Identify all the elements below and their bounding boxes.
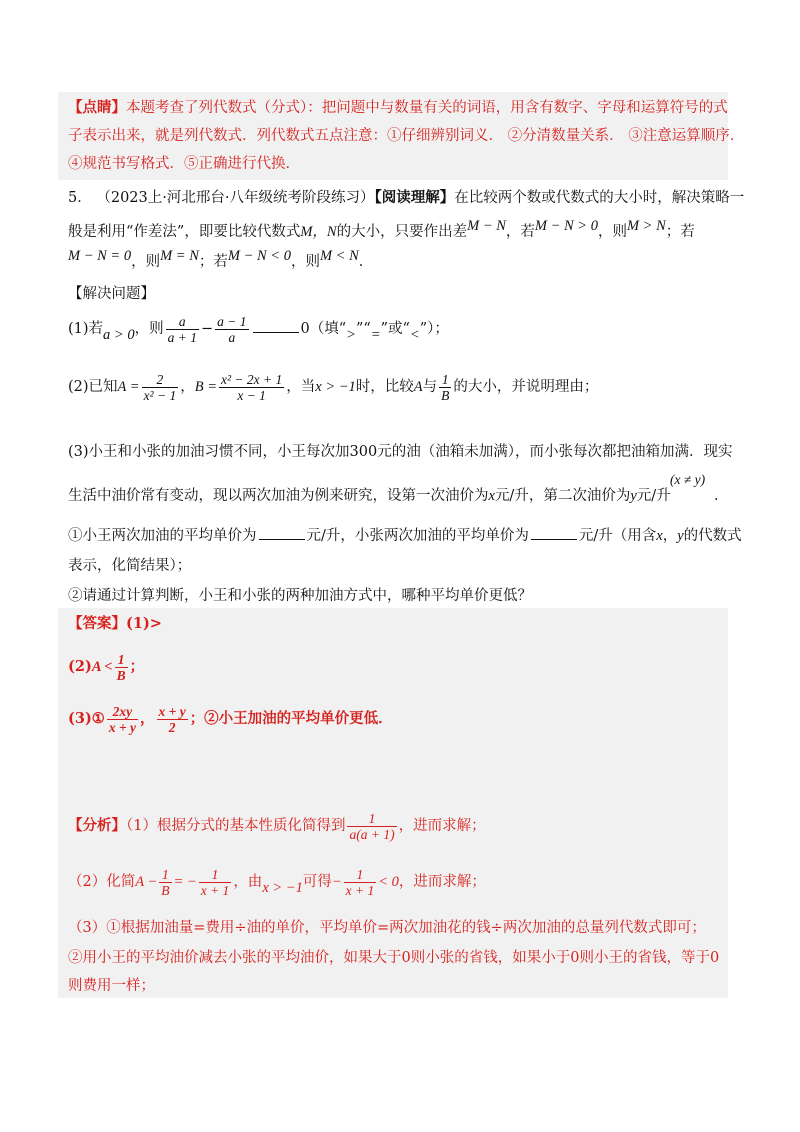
part-3-line-2: 生活中油价常有变动，现以两次加油为例来研究，设第一次油价为x元/升，第二次油价为y元/升: [68, 488, 671, 504]
analysis-line-4: ②用小王的平均油价减去小张的平均油价，如果大于0则小张的省钱，如果小于0则小王的省钱，等于0: [68, 950, 720, 966]
fraction: $\frac{2}{\text{x² − 1}}$: [143, 371, 177, 403]
note-tag: 【点睛】: [68, 99, 126, 116]
part-2: (2)已知A = $\frac{2}{\text{x² − 1}}$ ，B = $\frac{\text{x² − 2x + 1}}{x - 1}$ ，当x > −1时，比较A与 $\frac{1}{B}$ 的大小，并说明理由；: [68, 371, 599, 403]
note-line-1: 【点睛】本题考查了列代数式（分式）：把问题中与数量有关的词语，用含有数字、字母和运算符号的式: [68, 99, 728, 116]
analysis-tag: 【分析】: [68, 817, 126, 834]
fraction: $\frac{x + y}{2}$: [158, 703, 186, 735]
answer-line-3: (3)① $\frac{2xy}{x + y}$ ， $\frac{x + y}{2}$ ；②小王加油的平均单价更低．: [68, 703, 393, 735]
fraction: $\frac{1}{B}$: [116, 651, 126, 683]
question-number: 5．: [68, 190, 92, 206]
analysis-line-1: 【分析】（1）根据分式的基本性质化简得到 $\frac{1}{a(a + 1)}$ ，进而求解；: [68, 810, 486, 842]
question-line-1: 5． （2023上·河北邢台·八年级统考阶段练习）【阅读理解】在比较两个数或代数式的大小时，解决策略一: [68, 189, 745, 206]
analysis-line-3: （3）①根据加油量=费用÷油的单价，平均单价=两次加油花的钱÷两次加油的总量列代数式即可；: [68, 920, 706, 936]
answer-blank: [259, 539, 305, 540]
answer-line-1: 【答案】(1)>: [68, 615, 162, 632]
answer-line-2: (2)A < $\frac{1}{B}$ ；: [68, 651, 145, 683]
question-source: （2023上·河北邢台·八年级统考阶段练习）: [96, 190, 375, 206]
answer-tag: 【答案】: [68, 615, 126, 632]
answer-box: [58, 608, 728, 998]
fraction: $\frac{a - 1}{a}$: [217, 313, 247, 345]
fraction: $\frac{1}{x + 1}$: [200, 866, 230, 898]
part-3-line-1: (3)小王和小张的加油习惯不同，小王每次加300元的油（油箱未加满），而小张每次都把油箱加满．现实: [68, 444, 733, 460]
part-1: (1)若a > 0，则 $\frac{a}{a + 1}$ − $\frac{a - 1}{a}$ 0（填“>”“=”或“<”）；: [68, 313, 449, 345]
fraction: $\frac{1}{B}$: [161, 866, 170, 898]
fraction: $\frac{1}{B}$: [441, 371, 450, 403]
question-tag: 【阅读理解】: [374, 189, 455, 206]
part-3-period: ．: [714, 488, 729, 504]
answer-blank: [253, 332, 299, 333]
fraction: $\frac{1}{a(a + 1)}$: [349, 810, 395, 842]
analysis-line-5: 则费用一样；: [68, 978, 155, 994]
fraction: $\frac{\text{x² − 2x + 1}}{x - 1}$: [221, 371, 283, 403]
part-3-condition: (x ≠ y): [670, 472, 706, 487]
fraction: $\frac{1}{x + 1}$: [345, 866, 375, 898]
note-line-2: 子表示出来，就是列代数式．列代数式五点注意：①仔细辨别词义． ②分清数量关系． ③注意运算顺序．: [68, 128, 745, 144]
fraction: $\frac{a}{a + 1}$: [167, 313, 197, 345]
question-line-3: M − N = 0，则M = N；若M − N < 0，则M < N．: [68, 248, 374, 270]
analysis-line-2: （2）化简A − $\frac{1}{B}$ = − $\frac{1}{x + 1}$ ，由x > −1可得− $\frac{1}{x + 1}$ < 0，进而求解；: [68, 866, 486, 898]
answer-blank: [531, 539, 577, 540]
part-3-q1-line-1: ①小王两次加油的平均单价为 元/升，小张两次加油的平均单价为 元/升（用含x，y的代数式: [68, 528, 742, 544]
fraction: $\frac{2xy}{x + y}$: [108, 703, 136, 735]
part-3-q2: ②请通过计算判断，小王和小张的两种加油方式中，哪种平均单价更低？: [68, 588, 532, 604]
part-3-q1-line-2: 表示，化简结果）；: [68, 558, 192, 574]
question-line-2: 般是利用“作差法”，即要比较代数式M，N的大小，只要作出差M − N，若M − N > 0，则M > N；若: [68, 218, 695, 240]
solve-heading: 【解决问题】: [68, 286, 155, 302]
note-line-3: ④规范书写格式．⑤正确进行代换．: [68, 156, 300, 172]
